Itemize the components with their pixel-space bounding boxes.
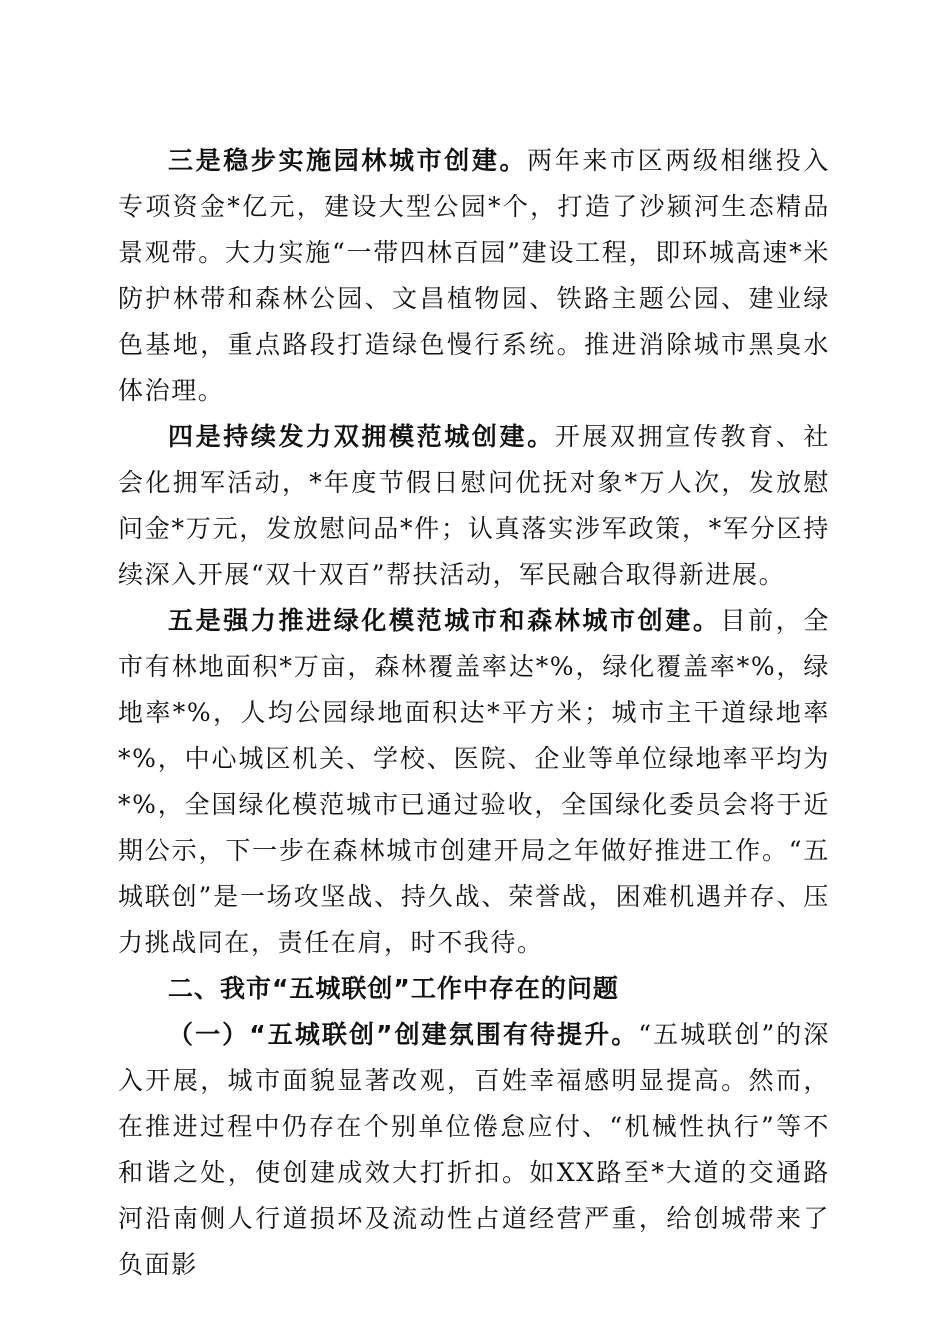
paragraph-lead: 四是持续发力双拥模范城创建。 [168, 422, 555, 451]
subsection-lead: （一）“五城联创”创建氛围有待提升。 [168, 1020, 639, 1049]
paragraph-text: 目前，全市有林地面积*万亩，森林覆盖率达*%，绿化覆盖率*%，绿地率*%，人均公园绿地面积达*平方米；城市主干道绿地率*%，中心城区机关、学校、医院、企业等单位绿地率平均为*%，全国绿化模范城市已通过验收，全国绿化委员会将于近期公示，下一步在森林城市创建开局之年做好推进工作。“五城联创”是一场攻坚战、持久战、荣誉战，困难机遇并存、压力挑战同在，责任在肩，时不我待。 [118, 606, 830, 957]
paragraph-text: 两年来市区两级相继投入专项资金*亿元，建设大型公园*个，打造了沙颍河生态精品景观带。大力实施“一带四林百园”建设工程，即环城高速*米防护林带和森林公园、文昌植物园、铁路主题公园、建业绿色基地，重点路段打造绿色慢行系统。推进消除城市黑臭水体治理。 [118, 146, 830, 405]
paragraph-greening [118, 598, 830, 966]
paragraph-garden-city [118, 138, 830, 414]
paragraph-text: “五城联创”的深入开展，城市面貌显著改观，百姓幸福感明显提高。然而，在推进过程中仍存在个别单位倦怠应付、“机械性执行”等不和谐之处，使创建成效大打折扣。如XX路至*大道的交通路河沿南侧人行道损坏及流动性占道经营严重，给创城带来了负面影 [118, 1020, 830, 1279]
paragraph-lead: 三是稳步实施园林城市创建。 [168, 146, 528, 175]
document-body [118, 138, 830, 1288]
paragraph-atmosphere [118, 1012, 830, 1288]
paragraph-lead: 五是强力推进绿化模范城市和森林城市创建。 [168, 606, 721, 635]
paragraph-text: 开展双拥宣传教育、社会化拥军活动，*年度节假日慰问优抚对象*万人次，发放慰问金*万元，发放慰问品*件；认真落实涉军政策，*军分区持续深入开展“双十双百”帮扶活动，军民融合取得新进展。 [118, 422, 830, 589]
section-heading: 二、我市“五城联创”工作中存在的问题 [168, 974, 619, 1003]
paragraph-double-support [118, 414, 830, 598]
